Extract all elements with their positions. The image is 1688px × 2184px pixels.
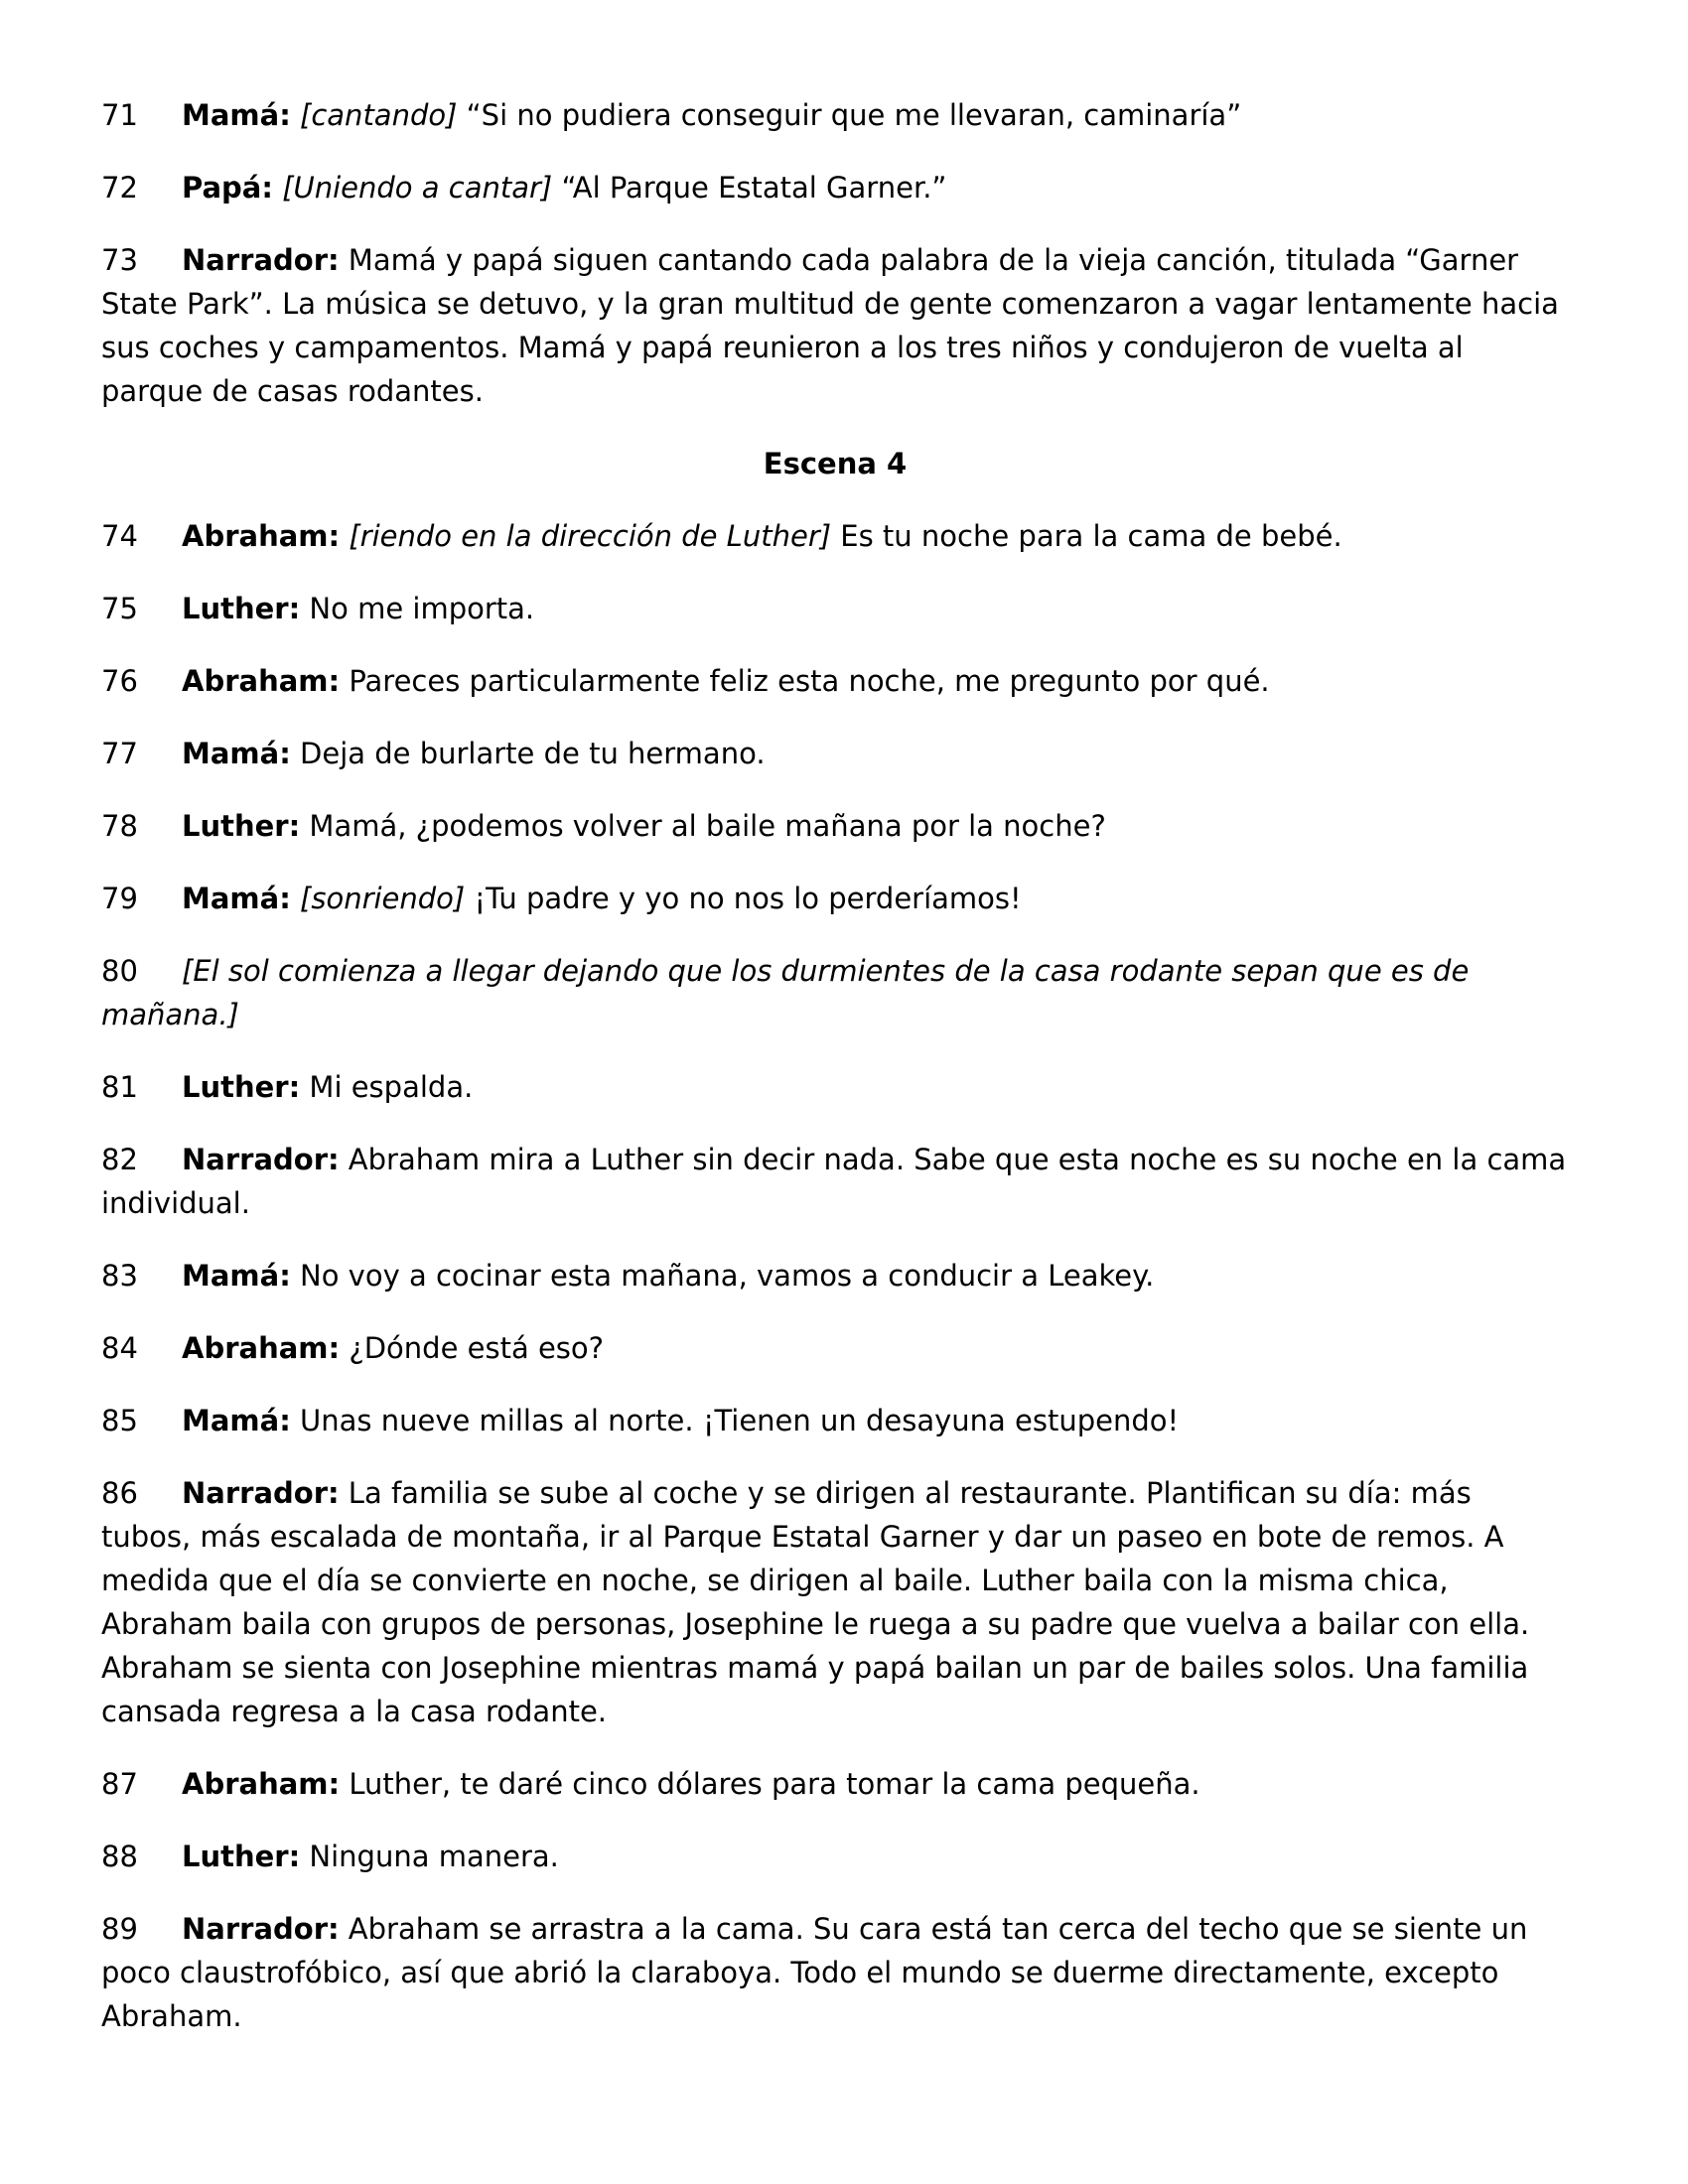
dialogue-text: Abraham mira a Luther sin decir nada. Sabe que esta noche es su noche en la cama individual.: [101, 1143, 1567, 1220]
dialogue-text: Deja de burlarte de tu hermano.: [290, 737, 766, 770]
line-number: 77: [101, 737, 138, 770]
script-line: [101, 587, 1569, 630]
line-number: 79: [101, 882, 138, 915]
speaker-name: Abraham:: [182, 519, 341, 553]
stage-direction: [El sol comienza a llegar dejando que los durmientes de la casa rodante sepan que es de mañana.]: [101, 954, 1470, 1031]
speaker-name: Narrador:: [182, 1143, 340, 1176]
dialogue-text: Es tu noche para la cama de bebé.: [831, 519, 1342, 553]
line-number: 74: [101, 519, 138, 553]
dialogue-text: Luther, te daré cinco dólares para tomar la cama pequeña.: [340, 1767, 1200, 1801]
dialogue-text: Mamá y papá siguen cantando cada palabra de la vieja canción, titulada “Garner State Park”. La música se detuvo, y la gran multitud de gente comenzaron a vagar lentamente hacia sus coches y campamentos. Mamá y papá reunieron a los tres niños y condujeron de vuelta al parque de casas rodantes.: [101, 243, 1559, 408]
line-number: 72: [101, 171, 138, 205]
speaker-name: Narrador:: [182, 1912, 340, 1946]
dialogue-text: “Si no pudiera conseguir que me llevaran, caminaría”: [457, 98, 1242, 132]
line-number: 84: [101, 1331, 138, 1365]
speaker-name: Narrador:: [182, 243, 340, 277]
line-number: 87: [101, 1767, 138, 1801]
speaker-name: Mamá:: [182, 737, 291, 770]
dialogue-text: Abraham se arrastra a la cama. Su cara está tan cerca del techo que se siente un poco claustrofóbico, así que abrió la claraboya. Todo el mundo se duerme directamente, excepto Abraham.: [101, 1912, 1528, 2033]
speaker-name: Luther:: [182, 1840, 301, 1873]
script-line: [101, 238, 1569, 413]
script-line: [101, 514, 1569, 558]
line-number: 76: [101, 664, 138, 698]
stage-direction: [Uniendo a cantar]: [272, 171, 553, 205]
script-line: [101, 1065, 1569, 1109]
script-line: [101, 804, 1569, 848]
script-line: [101, 1907, 1569, 2038]
stage-direction: [riendo en la dirección de Luther]: [340, 519, 832, 553]
dialogue-text: No me importa.: [300, 592, 535, 625]
dialogue-text: Mi espalda.: [300, 1070, 474, 1104]
script-line: [101, 732, 1569, 775]
line-number: 82: [101, 1143, 138, 1176]
script-line: [101, 1835, 1569, 1878]
line-number: 88: [101, 1840, 138, 1873]
speaker-name: Luther:: [182, 809, 301, 843]
line-number: 71: [101, 98, 138, 132]
speaker-name: Luther:: [182, 1070, 301, 1104]
speaker-name: Narrador:: [182, 1476, 340, 1510]
dialogue-text: “Al Parque Estatal Garner.”: [552, 171, 947, 205]
script-line: [101, 1471, 1569, 1733]
line-number: 81: [101, 1070, 138, 1104]
line-number: 73: [101, 243, 138, 277]
scene-heading: Escena 4: [763, 447, 908, 480]
script-line: [101, 1326, 1569, 1370]
dialogue-text: ¿Dónde está eso?: [340, 1331, 605, 1365]
dialogue-text: Unas nueve millas al norte. ¡Tienen un desayuna estupendo!: [290, 1404, 1180, 1437]
dialogue-text: Mamá, ¿podemos volver al baile mañana por la noche?: [300, 809, 1106, 843]
speaker-name: Mamá:: [182, 1259, 291, 1293]
script-line: [101, 1254, 1569, 1297]
script-line: [101, 1399, 1569, 1442]
dialogue-text: La familia se sube al coche y se dirigen al restaurante. Plantifican su día: más tubos, más escalada de montaña, ir al Parque Estatal Garner y dar un paseo en bote de remos. A medida que el día se convierte en noche, se dirigen al baile. Luther baila con la misma chica, Abraham baila con grupos de personas, Josephine le ruega a su padre que vuelva a bailar con ella. Abraham se sienta con Josephine mientras mamá y papá bailan un par de bailes solos. Una familia cansada regresa a la casa rodante.: [101, 1476, 1530, 1728]
speaker-name: Mamá:: [182, 882, 291, 915]
speaker-name: Abraham:: [182, 1331, 341, 1365]
line-number: 83: [101, 1259, 138, 1293]
line-number: 85: [101, 1404, 138, 1437]
speaker-name: Mamá:: [182, 1404, 291, 1437]
dialogue-text: Ninguna manera.: [300, 1840, 559, 1873]
speaker-name: Papá:: [182, 171, 273, 205]
dialogue-text: ¡Tu padre y yo no nos lo perderíamos!: [465, 882, 1022, 915]
script-line: [101, 1762, 1569, 1806]
speaker-name: Mamá:: [182, 98, 291, 132]
line-number: 80: [101, 954, 138, 988]
script-line: [101, 166, 1569, 209]
script-line: [101, 877, 1569, 920]
script-line: [101, 93, 1569, 137]
stage-direction: [cantando]: [290, 98, 458, 132]
dialogue-text: No voy a cocinar esta mañana, vamos a conducir a Leakey.: [290, 1259, 1155, 1293]
line-number: 78: [101, 809, 138, 843]
line-number: 75: [101, 592, 138, 625]
speaker-name: Abraham:: [182, 1767, 341, 1801]
line-number: 86: [101, 1476, 138, 1510]
speaker-name: Luther:: [182, 592, 301, 625]
script-line: [101, 659, 1569, 703]
dialogue-text: Pareces particularmente feliz esta noche, me pregunto por qué.: [340, 664, 1270, 698]
speaker-name: Abraham:: [182, 664, 341, 698]
script-line: [101, 949, 1569, 1036]
line-number: 89: [101, 1912, 138, 1946]
stage-direction: [sonriendo]: [290, 882, 466, 915]
script-line: [101, 1138, 1569, 1225]
